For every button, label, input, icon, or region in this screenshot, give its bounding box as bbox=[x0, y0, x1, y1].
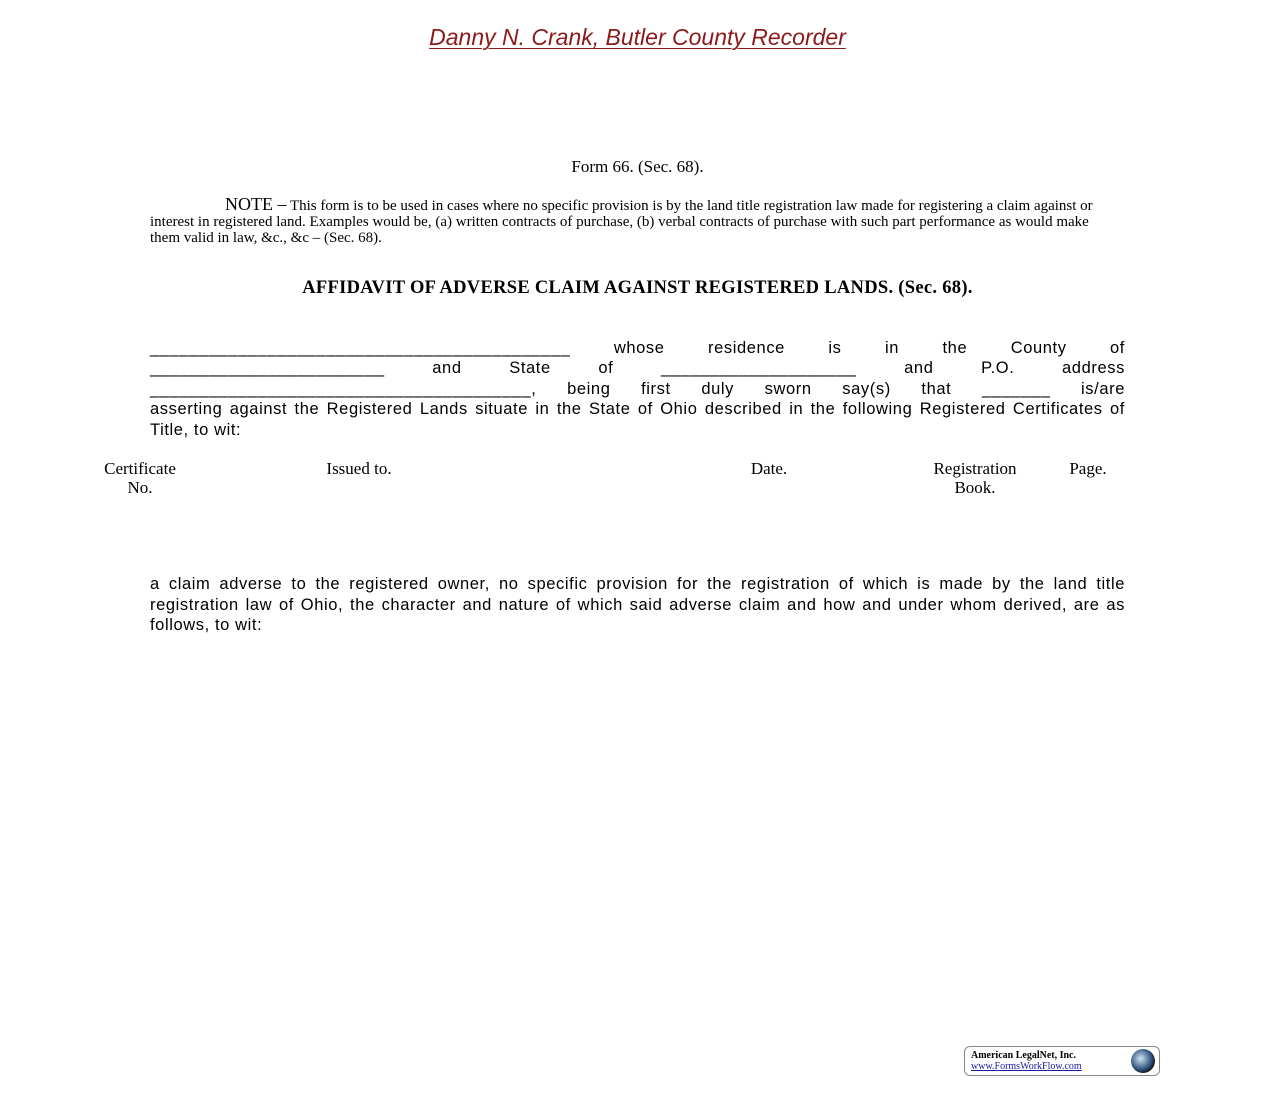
name-blank[interactable]: ___________________________________________ bbox=[150, 339, 571, 357]
col-issued-to: Issued to. bbox=[326, 459, 392, 478]
forms-workflow-link[interactable]: www.FormsWorkFlow.com bbox=[971, 1061, 1082, 1072]
affidavit-paragraph bbox=[150, 338, 1125, 440]
form-title: AFFIDAVIT OF ADVERSE CLAIM AGAINST REGISTERED LANDS. (Sec. 68). bbox=[302, 278, 973, 298]
line-3[interactable]: _______________________________________, being first duly sworn say(s) that _______ is/are bbox=[150, 379, 1125, 398]
note-paragraph bbox=[150, 196, 1110, 246]
note-text: This form is to be used in cases where no specific provision is by the land title registration law made for registering a claim against or interest in registered land. Examples would be, (a) written contracts of purchase, (b) verbal contracts of purchase with such part performance as would make them valid in law, &c., &c – (Sec. 68). bbox=[150, 198, 1093, 246]
col-certificate-no: Certificate No. bbox=[104, 459, 176, 497]
line-1: ___________________________________________ whose residence is in the County of bbox=[150, 339, 1125, 357]
county-blank[interactable]: ________________________ bbox=[150, 359, 385, 378]
globe-icon bbox=[1131, 1049, 1155, 1073]
line-2: ________________________ and State of ____________________ and P.O. address bbox=[150, 359, 1125, 378]
recorder-header: Danny N. Crank, Butler County Recorder bbox=[429, 24, 846, 50]
col-registration-book: Registration Book. bbox=[933, 459, 1017, 497]
state-blank[interactable]: ____________________ bbox=[660, 359, 857, 378]
form-number: Form 66. (Sec. 68). bbox=[571, 157, 704, 176]
col-date: Date. bbox=[750, 459, 788, 478]
line-rest: asserting against the Registered Lands situate in the State of Ohio described in the following Registered Certificates of Title, to wit: bbox=[150, 400, 1125, 439]
note-lead: NOTE – bbox=[225, 194, 287, 214]
american-legalnet-logo[interactable]: American LegalNet, Inc. www.FormsWorkFlow.com bbox=[964, 1046, 1160, 1076]
col-page: Page. bbox=[1069, 459, 1107, 478]
claim-paragraph: a claim adverse to the registered owner, no specific provision for the registration of which is made by the land title registration law of Ohio, the character and nature of which said adverse claim and how and under whom derived, are as follows, to wit: bbox=[150, 575, 1125, 634]
